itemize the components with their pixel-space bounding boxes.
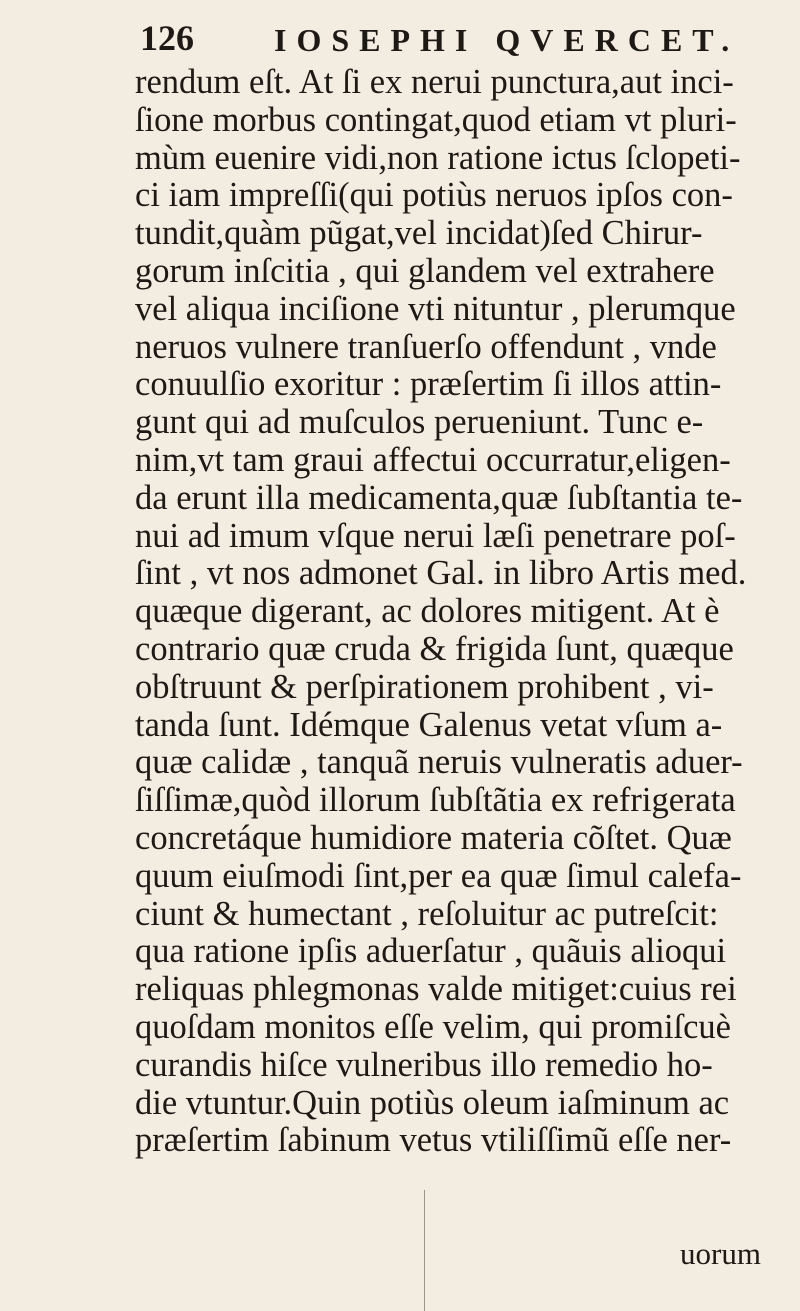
text-line: contrario quæ cruda & frigida ſunt, quæque: [135, 629, 734, 668]
text-line: quæque digerant, ac dolores mitigent. At è: [135, 592, 720, 631]
text-line: reliquas phlegmonas valde mitiget:cuius rei: [135, 970, 737, 1009]
text-line: ci iam impreſſi(qui potiùs neruos ipſos con-: [135, 176, 733, 215]
text-line: tundit,quàm pũgat,vel incidat)ſed Chirur-: [135, 214, 703, 253]
body-text: [135, 64, 790, 1160]
text-line: quæ calidæ , tanquã neruis vulneratis aduer-: [135, 743, 743, 782]
text-line: curandis hiſce vulneribus illo remedio ho-: [135, 1045, 713, 1084]
text-line: rendum eſt. At ſi ex nerui punctura,aut inci-: [135, 63, 734, 101]
text-line: qua ratione ipſis aduerſatur , quãuis alioqui: [135, 932, 727, 971]
page-header: [140, 14, 780, 62]
text-line: quoſdam monitos eſſe velim, qui promiſcuè: [135, 1007, 731, 1046]
text-line: neruos vulnere tranſuerſo offendunt , vnde: [135, 327, 717, 366]
text-line: obſtruunt & perſpirationem prohibent , vi-: [135, 667, 714, 706]
text-line: conuulſio exoritur : præſertim ſi illos attin-: [135, 365, 722, 404]
text-line: nui ad imum vſque nerui læſi penetrare poſ-: [135, 516, 736, 555]
catchword: uorum: [680, 1236, 761, 1271]
running-head: IOSEPHI QVERCET.: [274, 22, 740, 58]
text-line: die vtuntur.Quin potiùs oleum iaſminum ac: [135, 1083, 730, 1122]
text-line: ſiſſimæ,quòd illorum ſubſtãtia ex refrigerata: [135, 781, 736, 820]
text-line: præſertim ſabinum vetus vtiliſſimũ eſſe ner-: [135, 1121, 732, 1160]
text-line: quum eiuſmodi ſint,per ea quæ ſimul calefa-: [135, 856, 742, 895]
text-line: nim,vt tam graui affectui occurratur,eligen-: [135, 440, 731, 479]
text-line: tanda ſunt. Idémque Galenus vetat vſum a-: [135, 705, 723, 744]
text-line: concretáque humidiore materia cõſtet. Quæ: [135, 818, 732, 857]
ink-show-through-line: [424, 1190, 425, 1311]
text-line: ciunt & humectant , reſoluitur ac putreſcit:: [135, 894, 719, 933]
text-line: ſint , vt nos admonet Gal. in libro Artis med.: [135, 554, 747, 593]
page-number: 126: [140, 18, 194, 58]
text-line: mùm euenire vidi,non ratione ictus ſclopeti-: [135, 138, 741, 177]
text-line: ſione morbus contingat,quod etiam vt pluri-: [135, 100, 737, 139]
text-line: gunt qui ad muſculos perueniunt. Tunc e-: [135, 403, 704, 442]
text-line: da erunt illa medicamenta,quæ ſubſtantia te-: [135, 478, 743, 517]
text-line: gorum inſcitia , qui glandem vel extrahere: [135, 251, 715, 290]
text-line: vel aliqua inciſione vti nituntur , plerumque: [135, 289, 736, 328]
